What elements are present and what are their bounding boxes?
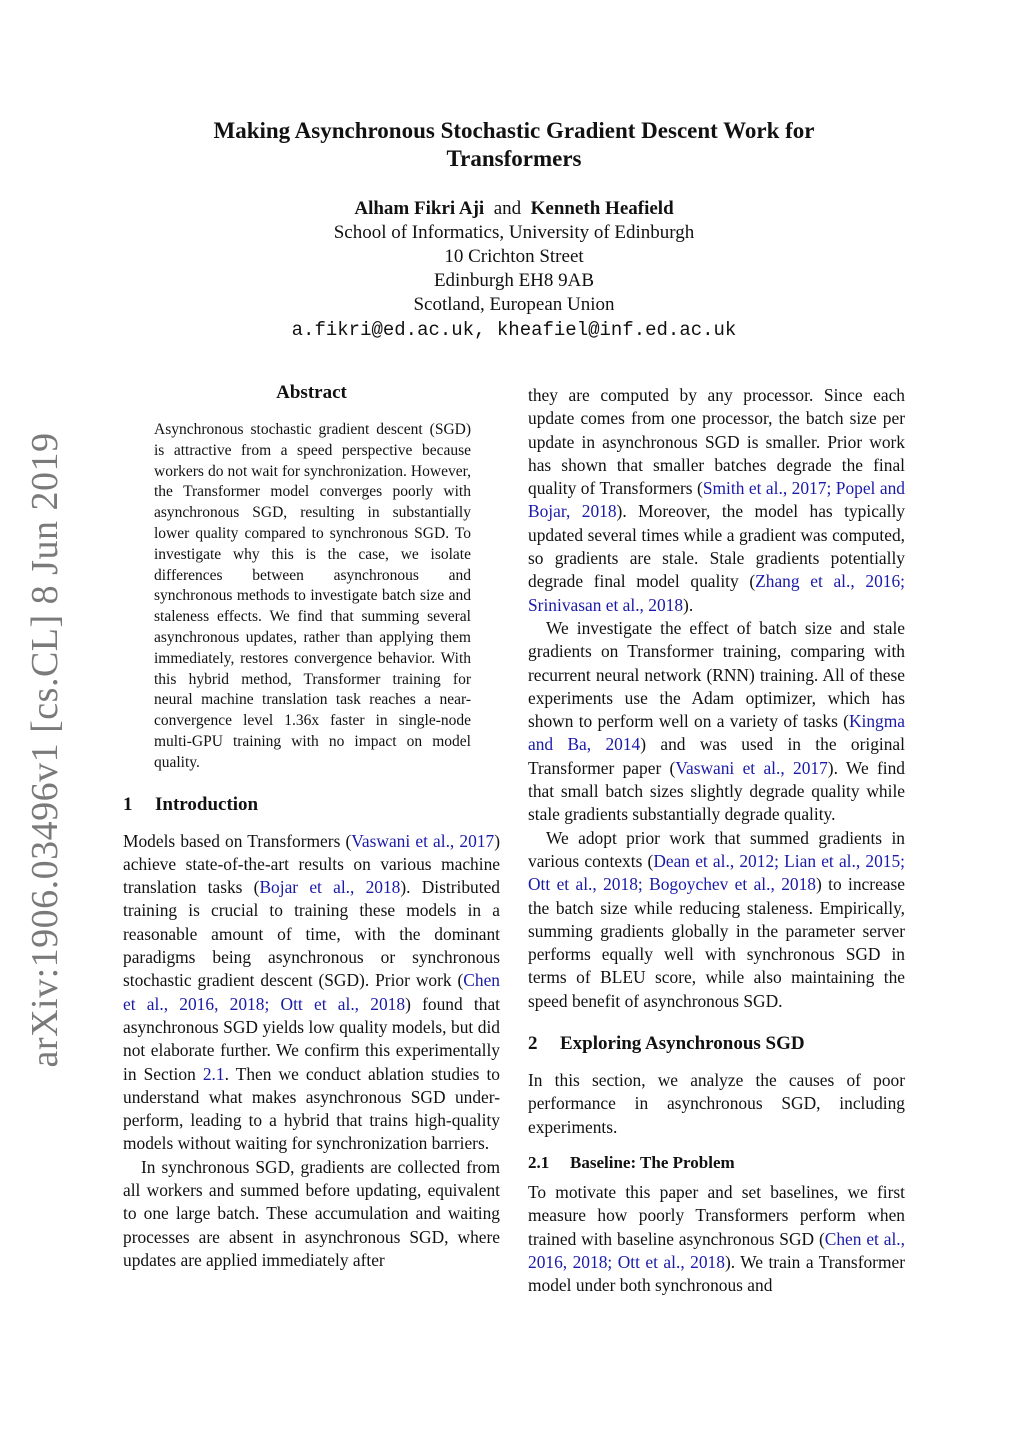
title-line-1: Making Asynchronous Stochastic Gradient Descent Work for xyxy=(213,118,815,143)
citation-link[interactable]: Zhang et al., 2016; Srinivasan et al., 2018 xyxy=(528,571,905,615)
intro-paragraph-3: they are computed by any processor. Since each update comes from one processor, the batch size per update in asynchronous SGD is smaller. Prior work has shown that smaller batches degrade the final quality of Transformers (Smith et al., 2017; Popel and Bojar, 2018). Moreover, the model has typically updated several times while a gradient was computed, so gradients are stale. Stale gradients potentially degrade final model quality (Zhang et al., 2016; Srinivasan et al., 2018). xyxy=(528,385,906,615)
author-block xyxy=(120,197,908,317)
country-address: Scotland, European Union xyxy=(413,294,615,315)
city-address: Edinburgh EH8 9AB xyxy=(433,270,595,291)
citation-link[interactable]: Kingma and Ba, 2014 xyxy=(528,711,905,755)
arxiv-sidebar xyxy=(22,432,68,1068)
section-title: Exploring Asynchronous SGD xyxy=(560,1033,805,1055)
right-column xyxy=(528,384,905,1297)
intro-paragraph-2: In synchronous SGD, gradients are collected from all workers and summed before updating, equivalent to one large batch. These accumulation and waiting processes are absent in asynchronous SGD, where updates are applied immediately after xyxy=(123,1156,500,1270)
intro-paragraph-1: Models based on Transformers (Vaswani et al., 2017) achieve state-of-the-art results on various machine translation tasks (Bojar et al., 2018). Distributed training is crucial to training these models in a reasonable amount of time, with the dominant paradigms being asynchronous or synchronous stochastic gradient descent (SGD). Prior work (Chen et al., 2016, 2018; Ott et al., 2018) found that asynchronous SGD yields low quality models, but did not elaborate further. We confirm this experimentally in Section 2.1. Then we conduct ablation studies to understand what makes asynchronous SGD under-perform, leading to a hybrid that trains high-quality models without waiting for synchronization barriers. xyxy=(123,830,501,1154)
citation-link[interactable]: Chen et al., 2016, 2018; Ott et al., 2018 xyxy=(123,970,500,1014)
citation-link[interactable]: Chen et al., 2016, 2018; Ott et al., 2018 xyxy=(528,1228,905,1272)
section2-paragraph-2: To motivate this paper and set baselines, we first measure how poorly Transformers perform when trained with baseline asynchronous SGD (Chen et al., 2016, 2018; Ott et al., 2018). We train a Transformer model under both synchronous and xyxy=(528,1181,906,1296)
section-title: Introduction xyxy=(155,793,259,815)
section-heading-exploring xyxy=(528,1033,905,1055)
citation-link[interactable]: Smith et al., 2017; Popel and Bojar, 2018 xyxy=(528,478,905,522)
section-heading-introduction xyxy=(123,794,500,816)
citation-link[interactable]: Vaswani et al., 2017 xyxy=(675,757,828,778)
section-number: 1 xyxy=(123,793,133,815)
citation-link[interactable]: Bojar et al., 2018 xyxy=(259,877,401,898)
author-emails: a.fikri@ed.ac.uk, kheafiel@inf.ed.ac.uk xyxy=(291,319,737,341)
subsection-number: 2.1 xyxy=(528,1152,550,1172)
abstract-text: Asynchronous stochastic gradient descent (SGD) is attractive from a speed perspective because workers do not wait for synchronization. However, the Transformer model converges poorly with asynchronous SGD, resulting in substantially lower quality compared to synchronous SGD. To investigate why this is the case, we isolate differences between asynchronous and synchronous methods to investigate batch size and staleness effects. We find that summing several asynchronous updates, rather than applying them immediately, restores convergence behavior. With this hybrid method, Transformer training for neural machine translation task reaches a near-convergence level 1.36x faster in single-node multi-GPU training with no impact on model quality. xyxy=(154,421,471,771)
intro-paragraph-4: We investigate the effect of batch size and stale gradients on Transformer training, comparing with recurrent neural network (RNN) training. All of these experiments use the Adam optimizer, which has shown to perform well on a variety of tasks (Kingma and Ba, 2014) and was used in the original Transformer paper (Vaswani et al., 2017). We find that small batch sizes slightly degrade quality while stale gradients substantially degrade quality. xyxy=(528,617,906,825)
street-address: 10 Crichton Street xyxy=(444,246,584,267)
title-line-2: Transformers xyxy=(446,146,582,171)
author-1: Alham Fikri Aji xyxy=(354,198,485,219)
intro-paragraph-5: We adopt prior work that summed gradients in various contexts (Dean et al., 2012; Lian et al., 2015; Ott et al., 2018; Bogoychev et al., 2018) to increase the batch size while reducing staleness. Empirically, summing gradients globally in the parameter server performs equally well with synchronous SGD in terms of BLEU score, while also maintaining the speed benefit of asynchronous SGD. xyxy=(528,827,905,1011)
author-conjunction: and xyxy=(493,198,522,219)
subsection-title: Baseline: The Problem xyxy=(570,1152,735,1172)
author-2: Kenneth Heafield xyxy=(530,198,674,219)
left-column xyxy=(123,382,500,1272)
section2-paragraph-1: In this section, we analyze the causes of poor performance in asynchronous SGD, including experiments. xyxy=(528,1070,905,1137)
abstract-heading: Abstract xyxy=(276,382,347,403)
author-line xyxy=(120,197,908,221)
section-ref-link[interactable]: 2.1 xyxy=(202,1063,225,1084)
subsection-heading-baseline xyxy=(528,1153,905,1173)
affiliation: School of Informatics, University of Edinburgh xyxy=(333,222,695,243)
arxiv-identifier: arXiv:1906.03496v1 [cs.CL] 8 Jun 2019 xyxy=(24,432,66,1068)
paper-title xyxy=(120,117,908,173)
section-number: 2 xyxy=(528,1033,538,1055)
citation-link[interactable]: Dean et al., 2012; Lian et al., 2015; Ott et al., 2018; Bogoychev et al., 2018 xyxy=(528,850,905,895)
citation-link[interactable]: Vaswani et al., 2017 xyxy=(351,830,495,851)
